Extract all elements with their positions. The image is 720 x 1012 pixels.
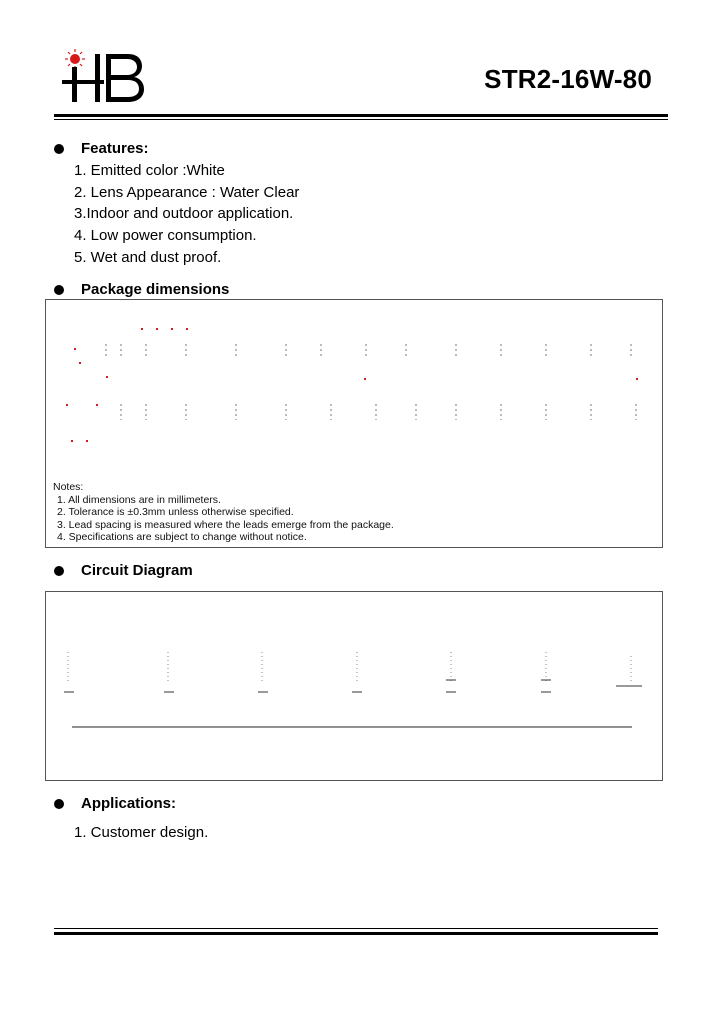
feature-item: 4. Low power consumption. [74,227,257,244]
note-item: 1. All dimensions are in millimeters. [57,493,221,506]
header-rule-thin [54,119,668,120]
features-bullet [54,144,64,154]
package-drawing-box [45,299,663,548]
applications-heading: Applications: [81,795,177,812]
package-notes [53,481,394,544]
notes-title: Notes: [53,481,84,493]
footer-rule-thin [54,928,658,929]
circuit-diagram-box [45,591,663,781]
note-item: 2. Tolerance is ±0.3mm unless otherwise specified. [57,506,294,518]
package-bullet [54,285,64,295]
note-item: 3. Lead spacing is measured where the leads emerge from the package. [57,518,394,531]
feature-item: 3.Indoor and outdoor application. [74,205,294,222]
note-item: 4. Specifications are subject to change without notice. [57,531,307,543]
header-rule [54,114,668,117]
footer-rule [54,932,658,935]
features-heading: Features: [81,140,149,157]
feature-item: 2. Lens Appearance : Water Clear [74,184,300,201]
document-title: STR2-16W-80 [484,64,652,94]
feature-item: 5. Wet and dust proof. [74,249,222,266]
applications-bullet [54,799,64,809]
circuit-bullet [54,566,64,576]
circuit-heading: Circuit Diagram [81,562,193,579]
feature-item: 1. Emitted color :White [74,162,225,179]
package-heading: Package dimensions [81,281,230,298]
application-item: 1. Customer design. [74,824,209,841]
package-drawing [46,300,662,480]
circuit-diagram [46,592,662,780]
